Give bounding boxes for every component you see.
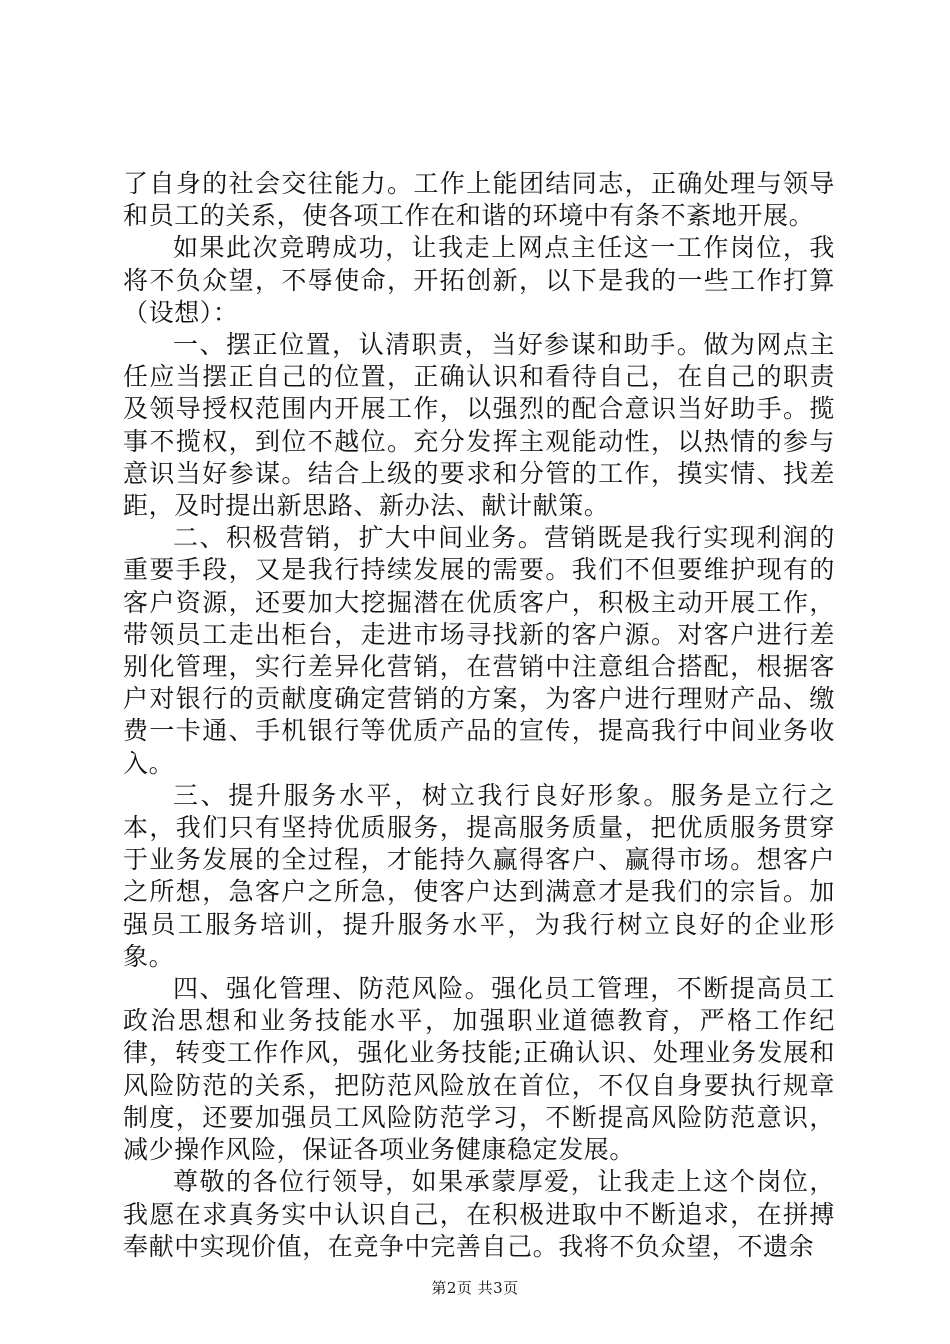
paragraph-5: 三、提升服务水平，树立我行良好形象。服务是立行之本，我们只有坚持优质服务，提高服务质量，把优质服务贯穿于业务发展的全过程，才能持久赢得客户、赢得市场。想客户之所想，急客户之所急，使客户达到满意才是我们的宗旨。加强员工服务培训，提升服务水平，为我行树立良好的企业形象。	[123, 780, 835, 971]
paragraph-7: 尊敬的各位行领导，如果承蒙厚爱，让我走上这个岗位，我愿在求真务实中认识自己，在积极进取中不断追求，在拼搏奉献中实现价值，在竞争中完善自己。我将不负众望，不遗余	[123, 1167, 835, 1261]
document-body	[123, 168, 835, 1263]
paragraph-3: 一、摆正位置，认清职责，当好参谋和助手。做为网点主任应当摆正自己的位置，正确认识和看待自己，在自己的职责及领导授权范围内开展工作，以强烈的配合意识当好助手。揽事不揽权，到位不越位。充分发挥主观能动性，以热情的参与意识当好参谋。结合上级的要求和分管的工作，摸实情、找差距，及时提出新思路、新办法、献计献策。	[123, 330, 835, 521]
paragraph-4: 二、积极营销，扩大中间业务。营销既是我行实现利润的重要手段，又是我行持续发展的需要。我们不但要维护现有的客户资源，还要加大挖掘潜在优质客户，积极主动开展工作，带领员工走出柜台，走进市场寻找新的客户源。对客户进行差别化管理，实行差异化营销，在营销中注意组合搭配，根据客户对银行的贡献度确定营销的方案，为客户进行理财产品、缴费一卡通、手机银行等优质产品的宣传，提高我行中间业务收入。	[123, 523, 835, 778]
paragraph-2: 如果此次竞聘成功，让我走上网点主任这一工作岗位，我将不负众望，不辱使命，开拓创新，以下是我的一些工作打算（设想）：	[123, 233, 835, 327]
page-footer: 第2页 共3页	[431, 1279, 519, 1297]
paragraph-1: 了自身的社会交往能力。工作上能团结同志，正确处理与领导和员工的关系，使各项工作在和谐的环境中有条不紊地开展。	[123, 169, 835, 231]
paragraph-6: 四、强化管理、防范风险。强化员工管理，不断提高员工政治思想和业务技能水平，加强职业道德教育，严格工作纪律，转变工作作风，强化业务技能;正确认识、处理业务发展和风险防范的关系，把防范风险放在首位，不仅自身要执行规章制度，还要加强员工风险防范学习，不断提高风险防范意识，减少操作风险，保证各项业务健康稳定发展。	[123, 974, 835, 1165]
